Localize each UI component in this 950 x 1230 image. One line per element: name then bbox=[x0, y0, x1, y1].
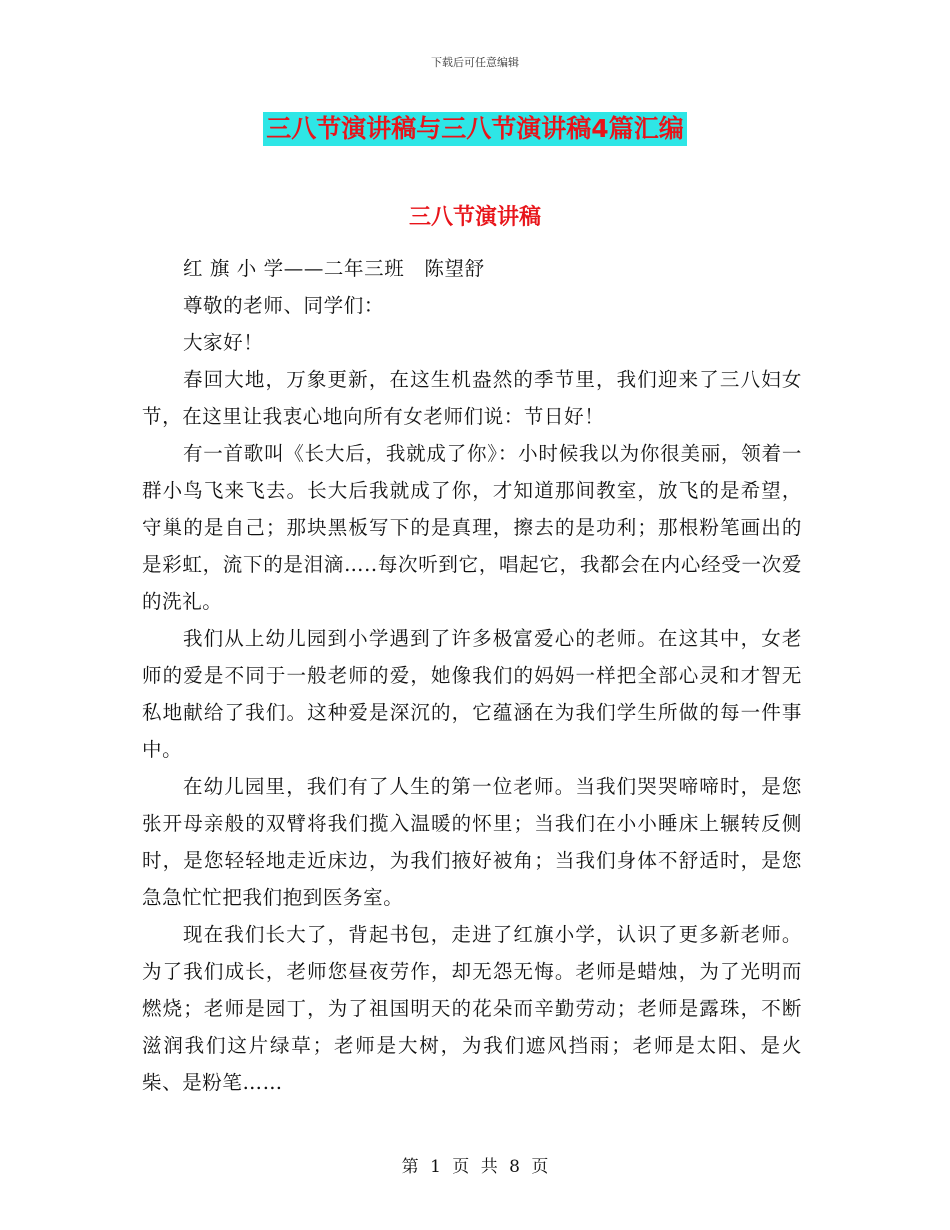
page-number: 第 1 页 共 8 页 bbox=[401, 1157, 549, 1177]
paragraph: 我们从上幼儿园到小学遇到了许多极富爱心的老师。在这其中，女老师的爱是不同于一般老师的爱，她像我们的妈妈一样把全部心灵和才智无私地献给了我们。这种爱是深沉的，它蕴涵在为我们学生所做的每一件事中。 bbox=[142, 627, 802, 761]
document-body bbox=[142, 222, 802, 1101]
paragraph: 有一首歌叫《长大后，我就成了你》：小时候我以为你很美丽，领着一群小鸟飞来飞去。长大后我就成了你，才知道那间教室，放飞的是希望，守巢的是自己；那块黑板写下的是真理，擦去的是功利；那根粉笔画出的是彩虹，流下的是泪滴…..每次听到它，唱起它，我都会在内心经受一次爱的洗礼。 bbox=[142, 442, 802, 613]
greeting: 大家好！ bbox=[182, 331, 264, 354]
section-title: 三八节演讲稿 bbox=[408, 205, 541, 230]
paragraph: 现在我们长大了，背起书包，走进了红旗小学，认识了更多新老师。为了我们成长，老师您昼夜劳作，却无怨无悔。老师是蜡烛，为了光明而燃烧；老师是园丁，为了祖国明天的花朵而辛勤劳动；老师是露珠，不断滋润我们这片绿草；老师是大树，为我们遮风挡雨；老师是太阳、是火柴、是粉笔…… bbox=[142, 923, 802, 1094]
salutation: 尊敬的老师、同学们： bbox=[182, 294, 384, 317]
paragraph: 在幼儿园里，我们有了人生的第一位老师。当我们哭哭啼啼时，是您张开母亲般的双臂将我们揽入温暖的怀里；当我们在小小睡床上辗转反侧时，是您轻轻地走近床边，为我们掖好被角；当我们身体不舒适时，是您急急忙忙把我们抱到医务室。 bbox=[142, 775, 802, 909]
paragraph: 春回大地，万象更新，在这生机盎然的季节里，我们迎来了三八妇女节，在这里让我衷心地向所有女老师们说：节日好！ bbox=[142, 368, 802, 428]
main-title-container bbox=[0, 112, 950, 146]
main-title: 三八节演讲稿与三八节演讲稿4篇汇编 bbox=[263, 112, 686, 146]
author-line: 红 旗 小 学——二年三班 陈望舒 bbox=[182, 257, 485, 280]
header-note: 下载后可任意编辑 bbox=[431, 56, 519, 69]
